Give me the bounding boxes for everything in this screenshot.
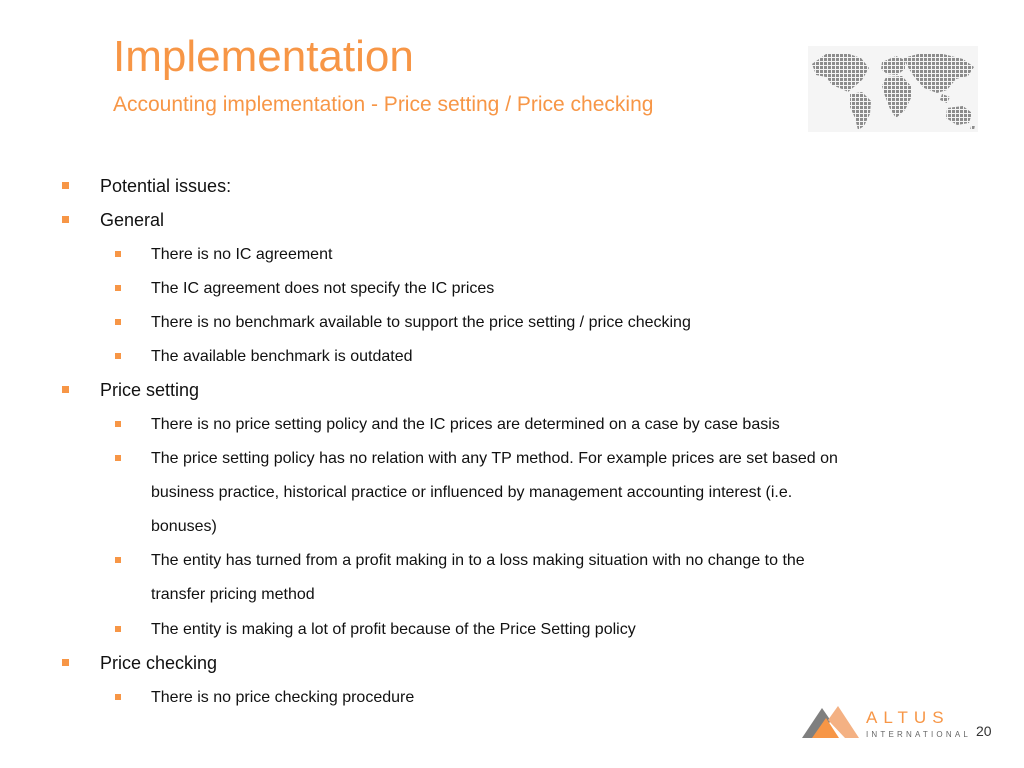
square-bullet-icon <box>62 216 69 223</box>
bullet-text: Potential issues: <box>100 176 232 196</box>
bullet-text: The price setting policy has no relation with any TP method. For example prices are set based on <box>151 450 838 467</box>
square-bullet-icon <box>115 421 121 427</box>
page-number: 20 <box>976 723 992 739</box>
square-bullet-icon <box>62 182 69 189</box>
bullet-text: The entity is making a lot of profit because of the Price Setting policy <box>151 621 636 638</box>
square-bullet-icon <box>62 659 69 666</box>
logo-name: ALTUS <box>866 708 950 727</box>
bullet-text: There is no price setting policy and the IC prices are determined on a case by case basis <box>151 416 780 433</box>
square-bullet-icon <box>115 694 121 700</box>
slide-title: Implementation <box>113 32 414 81</box>
bullet-text: The available benchmark is outdated <box>151 348 413 365</box>
square-bullet-icon <box>115 319 121 325</box>
bullet-text-continuation: bonuses) <box>151 518 217 535</box>
bullet-text: There is no price checking procedure <box>151 689 415 706</box>
square-bullet-icon <box>115 455 121 461</box>
altus-logo-mark-icon <box>802 706 860 740</box>
bullet-text: There is no IC agreement <box>151 246 333 263</box>
bullet-text-continuation: business practice, historical practice or influenced by management accounting interest (i.e. <box>151 484 793 501</box>
bullet-text: The IC agreement does not specify the IC prices <box>151 280 495 297</box>
bullet-text-continuation: transfer pricing method <box>151 586 315 603</box>
square-bullet-icon <box>115 626 121 632</box>
square-bullet-icon <box>115 285 121 291</box>
bullet-text: The entity has turned from a profit making in to a loss making situation with no change to the <box>151 552 805 569</box>
altus-logo <box>802 706 974 742</box>
bullet-text: Price setting <box>100 380 200 400</box>
square-bullet-icon <box>115 353 121 359</box>
square-bullet-icon <box>115 251 121 257</box>
bullet-text: Price checking <box>100 653 218 673</box>
slide-subtitle: Accounting implementation - Price setting / Price checking <box>113 93 654 116</box>
square-bullet-icon <box>62 386 69 393</box>
bullet-text: General <box>100 210 165 230</box>
logo-subtitle: INTERNATIONAL <box>866 730 972 739</box>
bullet-text: There is no benchmark available to support the price setting / price checking <box>151 314 691 331</box>
square-bullet-icon <box>115 557 121 563</box>
